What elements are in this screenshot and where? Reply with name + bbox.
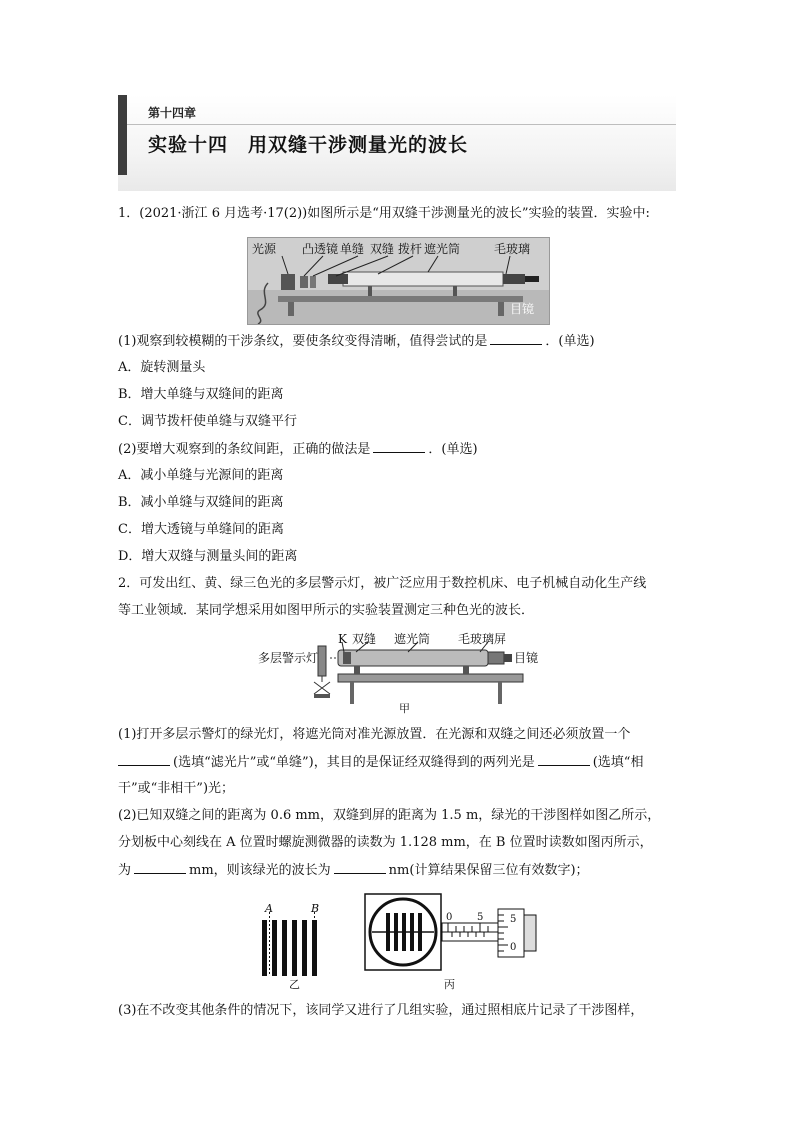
q1-sub2-option-b: B．减小单缝与双缝间的距离	[118, 495, 284, 510]
q1-sub2-option-c: C．增大透镜与单缝间的距离	[118, 522, 284, 537]
q2-sub1-line2: (选填“滤光片”或“单缝”)，其目的是保证经双缝得到的两列光是 (选填“相	[118, 753, 643, 772]
thimble-scale-0: 0	[510, 942, 517, 953]
label-light-tube-jia: 遮光筒	[394, 632, 431, 646]
label-ground-glass: 毛玻璃	[494, 242, 531, 256]
label-double-slit: 双缝	[370, 242, 395, 256]
sleeve-scale-0: 0	[446, 912, 453, 923]
label-double-slit-jia: 双缝	[352, 632, 377, 646]
q1-stem: 1．(2021·浙江 6 月选考·17(2))如图所示是“用双缝干涉测量光的波长”实验的装置．实验中:	[118, 206, 650, 221]
micrometer-drawing	[364, 893, 544, 973]
label-light-source: 光源	[252, 242, 277, 256]
q1-sub2-option-a: A．减小单缝与光源间的距离	[118, 468, 284, 483]
q1-sub1-option-a: A．旋转测量头	[118, 360, 206, 375]
q2-figure-bing	[364, 893, 544, 993]
label-eyepiece-jia: 目镜	[514, 651, 539, 665]
caption-jia: 甲	[399, 702, 410, 715]
q1-sub2-question: (2)要增大观察到的条纹间距，正确的做法是 ．(单选)	[118, 442, 478, 457]
q2-sub2-blank2[interactable]	[334, 861, 386, 874]
q1-sub2-blank[interactable]	[373, 440, 425, 453]
header-divider	[127, 124, 676, 125]
label-convex-lens: 凸透镜	[302, 242, 339, 256]
q2-sub1-line3: 干”或“非相干”)光；	[118, 781, 235, 796]
label-single-slit: 单缝	[340, 242, 365, 256]
q2-sub3-line1: (3)在不改变其他条件的情况下，该同学又进行了几组实验，通过照相底片记录了干涉图样，	[118, 1003, 644, 1018]
caption-yi: 乙	[289, 978, 300, 991]
q1-apparatus-figure	[247, 237, 550, 325]
q2-sub1-line1: (1)打开多层示警灯的绿光灯，将遮光筒对准光源放置．在光源和双缝之间还必须放置一个	[118, 727, 631, 742]
q1-sub1-blank[interactable]	[490, 332, 542, 345]
header-accent-bar	[118, 95, 127, 175]
label-lever: 拨杆	[398, 242, 423, 256]
q1-sub2-option-d: D．增大双缝与测量头间的距离	[118, 549, 298, 564]
q2-sub1-blank2[interactable]	[538, 753, 590, 766]
thimble-scale-5: 5	[510, 914, 517, 925]
q2-sub2-blank1[interactable]	[134, 861, 186, 874]
q2-sub2-line3: 为 mm，则该绿光的波长为 nm(计算结果保留三位有效数字)；	[118, 863, 589, 878]
q1-sub1-question: (1)观察到较模糊的干涉条纹，要使条纹变得清晰，值得尝试的是 ．(单选)	[118, 334, 595, 349]
q2-figure-yi	[258, 900, 328, 992]
caption-bing: 丙	[444, 978, 455, 991]
q1-sub1-option-b: B．增大单缝与双缝间的距离	[118, 387, 284, 402]
q1-sub1-option-c: C．调节拨杆使单缝与双缝平行	[118, 414, 297, 429]
q2-sub2-line1: (2)已知双缝之间的距离为 0.6 mm，双缝到屏的距离为 1.5 m，绿光的干涉图样如图乙所示，	[118, 808, 661, 823]
label-a: A	[265, 902, 273, 915]
label-eyepiece: 目镜	[510, 302, 535, 316]
label-lamp: 多层警示灯	[258, 651, 319, 665]
page-title: 实验十四 用双缝干涉测量光的波长	[148, 134, 469, 156]
q2-stem-line2: 等工业领域．某同学想采用如图甲所示的实验装置测定三种色光的波长．	[118, 603, 535, 618]
q2-sub2-line2: 分划板中心刻线在 A 位置时螺旋测微器的读数为 1.128 mm，在 B 位置时读数如图丙所示，	[118, 835, 653, 850]
sleeve-scale-5: 5	[477, 912, 484, 923]
label-k: K	[338, 632, 347, 646]
label-screen: 毛玻璃屏	[458, 632, 507, 646]
q2-sub1-blank1[interactable]	[118, 753, 170, 766]
q2-stem-line1: 2．可发出红、黄、绿三色光的多层警示灯，被广泛应用于数控机床、电子机械自动化生产线	[118, 576, 647, 591]
q2-figure-jia	[258, 632, 548, 718]
chapter-label: 第十四章	[148, 106, 197, 120]
label-b: B	[311, 902, 320, 915]
label-light-tube: 遮光筒	[424, 242, 461, 256]
